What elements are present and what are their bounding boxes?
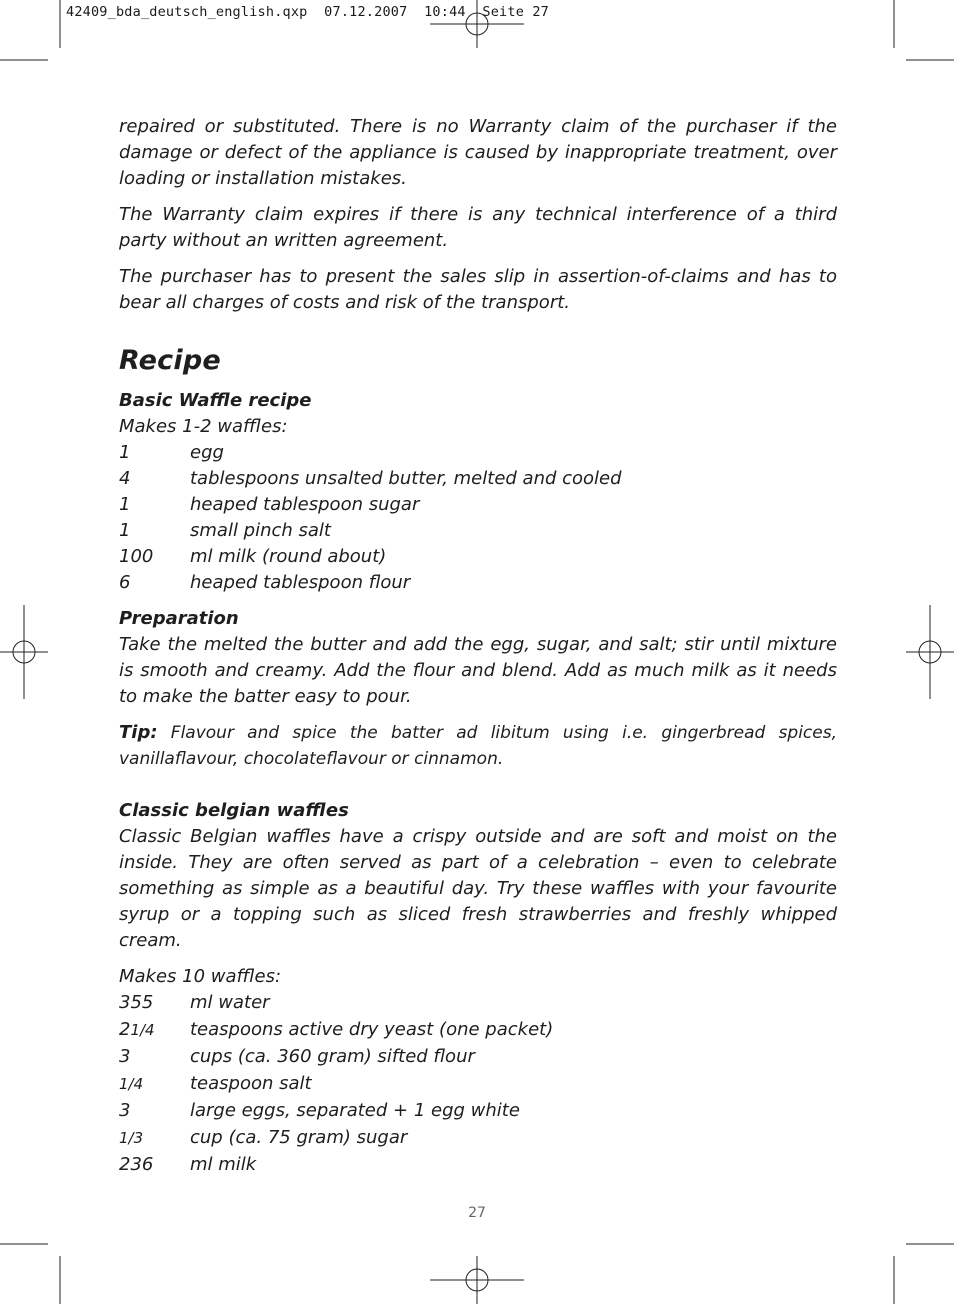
ingredient-qty: 100 xyxy=(119,546,154,567)
ingredient-qty: 21/4 xyxy=(119,1019,155,1040)
ingredient-text: cup (ca. 75 gram) sugar xyxy=(190,1127,408,1148)
ingredient-row xyxy=(119,1152,837,1178)
basic-waffle-title: Basic Waffle recipe xyxy=(119,390,312,411)
basic-makes: Makes 1-2 waffles: xyxy=(119,416,288,437)
ingredient-qty: 1 xyxy=(119,442,131,463)
page-number: 27 xyxy=(468,1205,486,1221)
ingredient-qty: 1 xyxy=(119,520,131,541)
ingredient-qty: 3 xyxy=(119,1100,131,1121)
ingredient-qty xyxy=(119,1070,190,1098)
ingredient-row xyxy=(119,544,837,570)
belgian-makes: Makes 10 waffles: xyxy=(119,966,282,987)
ingredient-qty: 3 xyxy=(119,1046,131,1067)
ingredient-text: egg xyxy=(190,442,224,463)
tip-label: Tip: xyxy=(119,722,158,743)
belgian-intro: Classic Belgian waffles have a crispy outside and are soft and moist on the inside. They are often served as part of a celebration – even to celebrate something as simple as a beautiful day. Try these waffles with your favourite syrup or a topping such as sliced fresh strawberries and freshly whipped cream. xyxy=(119,826,837,951)
ingredient-qty: 355 xyxy=(119,992,154,1013)
warranty-paragraph: The purchaser has to present the sales slip in assertion-of-claims and has to bear all charges of costs and risk of the transport. xyxy=(119,266,837,313)
ingredient-qty: 4 xyxy=(119,468,131,489)
ingredient-qty xyxy=(119,1124,190,1152)
belgian-ingredient-list xyxy=(119,990,837,1178)
registration-mark-top xyxy=(430,0,524,48)
preparation-title: Preparation xyxy=(119,608,239,629)
ingredient-row xyxy=(119,1124,837,1152)
ingredient-qty: 6 xyxy=(119,572,131,593)
ingredient-text: small pinch salt xyxy=(190,520,331,541)
registration-mark-left xyxy=(0,605,48,699)
ingredient-qty: 1 xyxy=(119,494,131,515)
ingredient-row xyxy=(119,1044,837,1070)
ingredient-text: heaped tablespoon flour xyxy=(190,572,411,593)
ingredient-fraction: 1/4 xyxy=(119,1075,144,1093)
print-slug: 42409_bda_deutsch_english.qxp 07.12.2007 10:44 Seite 27 xyxy=(66,4,550,20)
registration-mark-right xyxy=(906,605,954,699)
warranty-paragraph: repaired or substituted. There is no Warranty claim of the purchaser if the damage or defect of the appliance is caused by inappropriate treatment, over loading or installation mistakes. xyxy=(119,116,837,189)
ingredient-text: ml water xyxy=(190,992,270,1013)
preparation-text: Take the melted the butter and add the egg, sugar, and salt; stir until mixture is smooth and creamy. Add the flour and blend. Add as much milk as it needs to make the batter easy to pour. xyxy=(119,634,837,707)
warranty-paragraph: The Warranty claim expires if there is any technical interference of a third party without an written agreement. xyxy=(119,204,837,251)
page-content xyxy=(119,114,837,1178)
ingredient-text: cups (ca. 360 gram) sifted flour xyxy=(190,1046,475,1067)
ingredient-text: large eggs, separated + 1 egg white xyxy=(190,1100,520,1121)
registration-mark-bottom xyxy=(430,1256,524,1304)
ingredient-row xyxy=(119,570,837,596)
basic-ingredient-list xyxy=(119,440,837,596)
ingredient-text: tablespoons unsalted butter, melted and cooled xyxy=(190,468,622,489)
ingredient-text: ml milk xyxy=(190,1154,257,1175)
tip-text: Flavour and spice the batter ad libitum using i.e. gingerbread spices, vanillaflavour, chocolateflavour or cinnamon. xyxy=(119,723,837,769)
ingredient-text: teaspoon salt xyxy=(190,1073,312,1094)
ingredient-row xyxy=(119,1098,837,1124)
ingredient-fraction: 1/3 xyxy=(119,1129,144,1147)
ingredient-row xyxy=(119,1016,837,1044)
ingredient-row xyxy=(119,518,837,544)
ingredient-row xyxy=(119,440,837,466)
ingredient-row xyxy=(119,990,837,1016)
ingredient-text: ml milk (round about) xyxy=(190,546,387,567)
belgian-waffle-title: Classic belgian waffles xyxy=(119,800,349,821)
ingredient-fraction: 1/4 xyxy=(130,1021,155,1039)
ingredient-row xyxy=(119,466,837,492)
ingredient-row xyxy=(119,492,837,518)
ingredient-text: heaped tablespoon sugar xyxy=(190,494,420,515)
ingredient-row xyxy=(119,1070,837,1098)
recipe-heading: Recipe xyxy=(119,345,221,376)
tip-paragraph xyxy=(119,720,837,772)
ingredient-text: teaspoons active dry yeast (one packet) xyxy=(190,1019,554,1040)
ingredient-qty: 236 xyxy=(119,1154,154,1175)
